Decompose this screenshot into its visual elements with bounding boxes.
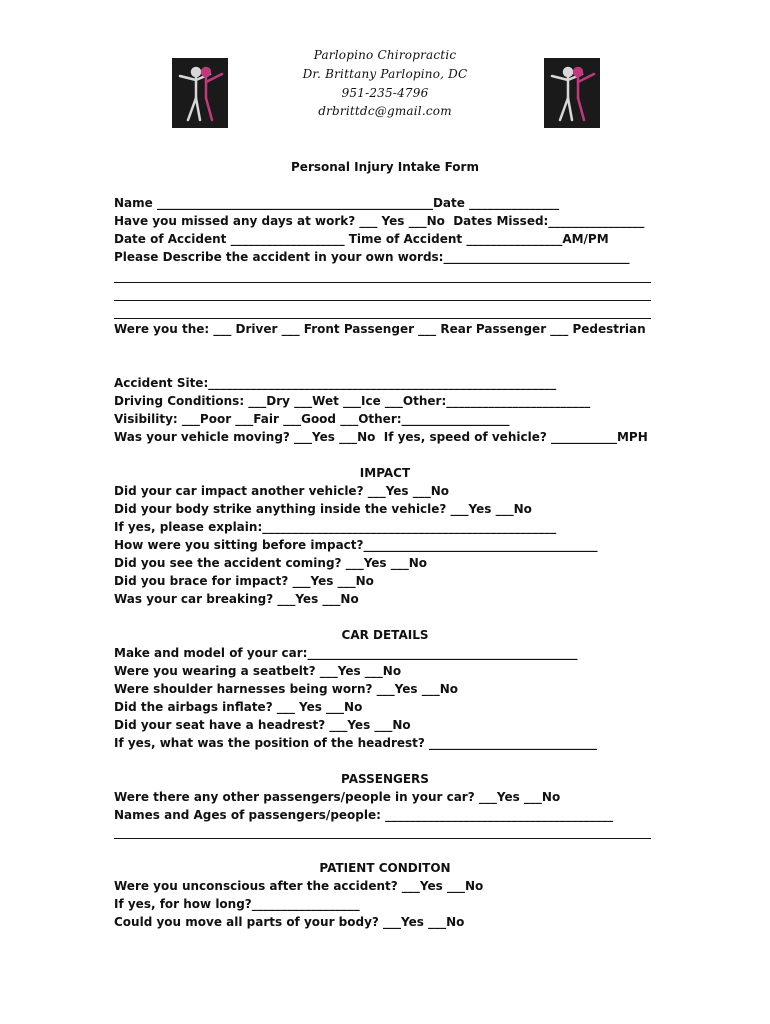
accident-site-field[interactable]: Accident Site:__________________________________________________________ [114, 376, 557, 390]
unconscious-field[interactable]: Were you unconscious after the accident? ___Yes ___No [114, 879, 484, 893]
blank-line[interactable] [114, 300, 651, 301]
see-accident-field[interactable]: Did you see the accident coming? ___Yes ___No [114, 556, 428, 570]
blank-line[interactable] [114, 838, 651, 839]
driving-conditions-field[interactable]: Driving Conditions: ___Dry ___Wet ___Ice ___Other:________________________ [114, 394, 591, 408]
phone-number: 951-235-4796 [341, 86, 429, 100]
missed-work-field[interactable]: Have you missed any days at work? ___ Yes ___No Dates Missed:________________ [114, 214, 645, 228]
other-passengers-field[interactable]: Were there any other passengers/people in your car? ___Yes ___No [114, 790, 561, 804]
visibility-field[interactable]: Visibility: ___Poor ___Fair ___Good ___Other:__________________ [114, 412, 510, 426]
impact-vehicle-field[interactable]: Did your car impact another vehicle? ___Yes ___No [114, 484, 450, 498]
make-model-field[interactable]: Make and model of your car:_____________________________________________ [114, 646, 578, 660]
date-time-accident-field[interactable]: Date of Accident ___________________ Time of Accident ________________AM/PM [114, 232, 609, 246]
blank-line[interactable] [114, 282, 651, 283]
describe-accident-field[interactable]: Please Describe the accident in your own words:_______________________________ [114, 250, 630, 264]
body-strike-field[interactable]: Did your body strike anything inside the vehicle? ___Yes ___No [114, 502, 532, 516]
name-date-field[interactable]: Name ______________________________________________Date _______________ [114, 196, 560, 210]
car-breaking-field[interactable]: Was your car breaking? ___Yes ___No [114, 592, 359, 606]
section-patient-condition: PATIENT CONDITON [319, 861, 451, 875]
airbags-field[interactable]: Did the airbags inflate? ___ Yes ___No [114, 700, 363, 714]
brace-impact-field[interactable]: Did you brace for impact? ___Yes ___No [114, 574, 374, 588]
form-title: Personal Injury Intake Form [291, 160, 479, 174]
practice-name: Parlopino Chiropractic [313, 48, 457, 62]
headrest-position-field[interactable]: If yes, what was the position of the headrest? ____________________________ [114, 736, 598, 750]
headrest-field[interactable]: Did your seat have a headrest? ___Yes ___No [114, 718, 411, 732]
section-car-details: CAR DETAILS [341, 628, 429, 642]
unconscious-duration-field[interactable]: If yes, for how long?__________________ [114, 897, 360, 911]
section-impact: IMPACT [359, 466, 411, 480]
blank-line[interactable] [114, 318, 651, 319]
vehicle-moving-field[interactable]: Was your vehicle moving? ___Yes ___No If yes, speed of vehicle? ___________MPH [114, 430, 648, 444]
sitting-position-field[interactable]: How were you sitting before impact?_______________________________________ [114, 538, 598, 552]
occupant-role-field[interactable]: Were you the: ___ Driver ___ Front Passenger ___ Rear Passenger ___ Pedestrian [114, 322, 646, 336]
explain-field[interactable]: If yes, please explain:_________________________________________________ [114, 520, 557, 534]
seatbelt-field[interactable]: Were you wearing a seatbelt? ___Yes ___No [114, 664, 402, 678]
passenger-names-field[interactable]: Names and Ages of passengers/people: ______________________________________ [114, 808, 614, 822]
doctor-name: Dr. Brittany Parlopino, DC [302, 67, 468, 81]
email-address: drbrittdc@gmail.com [318, 104, 452, 118]
section-passengers: PASSENGERS [341, 772, 429, 786]
shoulder-harness-field[interactable]: Were shoulder harnesses being worn? ___Yes ___No [114, 682, 458, 696]
move-body-field[interactable]: Could you move all parts of your body? ___Yes ___No [114, 915, 465, 929]
